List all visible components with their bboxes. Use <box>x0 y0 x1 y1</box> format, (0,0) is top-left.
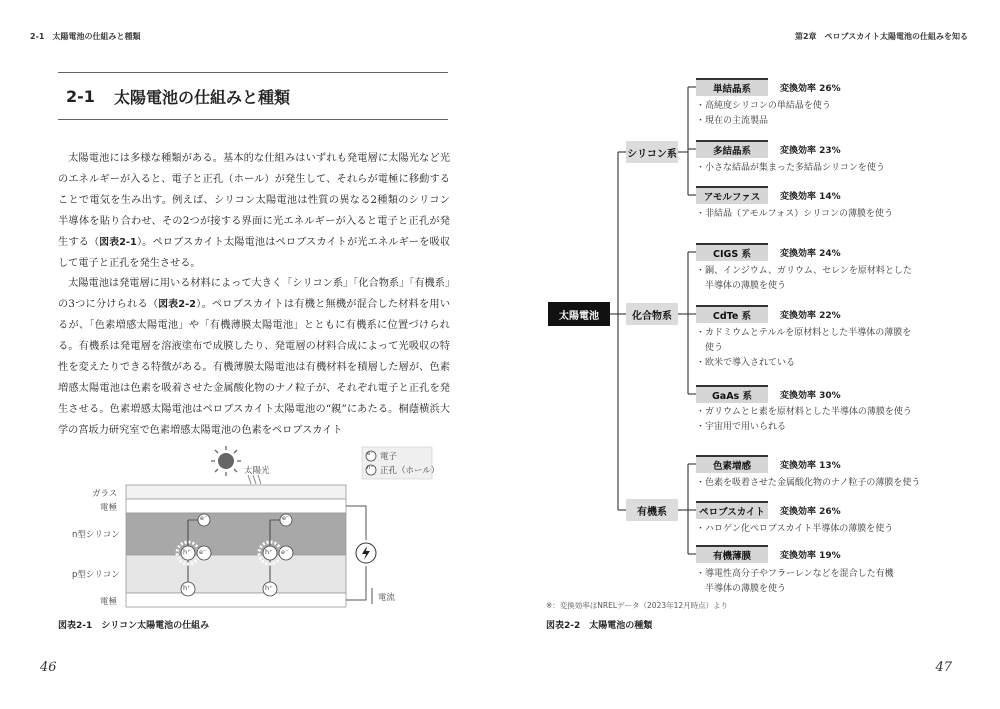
type-perovskite: ペロブスカイト <box>696 501 768 519</box>
glass-layer <box>126 485 346 499</box>
hole-symbol: h⁺ <box>265 584 273 592</box>
layer-label-p-type: p型シリコン <box>72 570 120 580</box>
desc-dye-sensitized-1: ・色素を吸着させた金属酸化物のナノ粒子の薄膜を使う <box>696 478 921 488</box>
electron-symbol: e⁻ <box>200 514 208 522</box>
paragraph-text: ）。ペロブスカイト太陽電池はペロブスカイトが光エネルギーを吸収して電子と正孔を発生させる。 <box>58 236 451 269</box>
tree-root-solar-cell: 太陽電池 <box>548 302 610 326</box>
sunlight-label: 太陽光 <box>244 466 270 476</box>
page-number-left: 46 <box>40 660 57 675</box>
hole-symbol: h⁺ <box>183 584 191 592</box>
type-gaas: GaAs 系 <box>696 385 768 403</box>
efficiency-monocrystalline: 変換効率 26% <box>780 84 841 94</box>
section-number: 2-1 <box>66 86 95 106</box>
type-dye-sensitized: 色素増感 <box>696 455 768 473</box>
efficiency-organic-thin-film: 変換効率 19% <box>780 551 841 561</box>
hole-symbol: h⁺ <box>265 548 273 556</box>
type-polycrystalline: 多結晶系 <box>696 140 768 158</box>
electrode-top-layer <box>126 499 346 513</box>
page-number-right: 47 <box>935 660 952 675</box>
type-amorphous: アモルファス <box>696 186 768 204</box>
desc-cdte-2: 使う <box>696 343 724 353</box>
running-header-right: 第2章 ペロブスカイト太陽電池の仕組みを知る <box>794 32 968 41</box>
electrode-bottom-layer <box>126 593 346 607</box>
type-cdte: CdTe 系 <box>696 305 768 323</box>
efficiency-cdte: 変換効率 22% <box>780 311 841 321</box>
efficiency-perovskite: 変換効率 26% <box>780 507 841 517</box>
desc-monocrystalline-1: ・高純度シリコンの単結晶を使う <box>696 101 831 111</box>
figure-reference: 図表2-2 <box>158 299 196 311</box>
desc-cdte-1: ・カドミウムとテルルを原材料とした半導体の薄膜を <box>696 328 912 338</box>
figure2-caption: 図表2-2 太陽電池の種類 <box>546 621 653 631</box>
desc-polycrystalline-1: ・小さな結晶が集まった多結晶シリコンを使う <box>696 163 885 173</box>
category-silicon: シリコン系 <box>626 141 678 163</box>
desc-amorphous-1: ・非結晶（アモルフォス）シリコンの薄膜を使う <box>696 209 894 219</box>
efficiency-polycrystalline: 変換効率 23% <box>780 146 841 156</box>
legend-electron-label: 電子 <box>380 452 398 462</box>
desc-perovskite-1: ・ハロゲン化ペロブスカイト半導体の薄膜を使う <box>696 524 894 534</box>
type-monocrystalline: 単結晶系 <box>696 78 768 96</box>
desc-gaas-1: ・ガリウムとヒ素を原材料とした半導体の薄膜を使う <box>696 407 912 417</box>
efficiency-note: ※：変換効率はNRELデータ（2023年12月時点）より <box>546 601 729 610</box>
legend-hole-symbol: h⁺ <box>367 465 374 471</box>
figure-reference: 図表2-1 <box>99 236 137 248</box>
hole-symbol: h⁺ <box>183 548 191 556</box>
paragraph-text: 太陽電池は発電層に用いる材料によって大きく「シリコン系」「化合物系」「有機系」の3つに分けられる（ <box>58 278 450 311</box>
electron-symbol: e⁻ <box>282 514 290 522</box>
current-label: 電流 <box>378 593 396 603</box>
right-page <box>500 0 1000 709</box>
running-header-left: 2-1 太陽電池の仕組みと種類 <box>30 32 141 41</box>
type-organic-thin-film: 有機薄膜 <box>696 545 768 563</box>
category-compound: 化合物系 <box>626 303 678 325</box>
desc-gaas-2: ・宇宙用で用いられる <box>696 422 787 432</box>
circuit-wire <box>346 566 366 600</box>
efficiency-gaas: 変換効率 30% <box>780 391 841 401</box>
category-organic: 有機系 <box>626 499 678 521</box>
layer-label-glass: ガラス <box>92 489 118 499</box>
desc-cigs-1: ・銅、インジウム、ガリウム、セレンを原材料とした <box>696 266 912 276</box>
desc-cdte-3: ・欧米で導入されている <box>696 358 796 368</box>
lightbulb-icon <box>356 543 376 563</box>
efficiency-cigs: 変換効率 24% <box>780 249 841 259</box>
efficiency-dye-sensitized: 変換効率 13% <box>780 461 841 471</box>
type-cigs: CIGS 系 <box>696 243 768 261</box>
desc-cigs-2: 半導体の薄膜を使う <box>696 281 787 291</box>
p-type-layer <box>126 555 346 593</box>
efficiency-amorphous: 変換効率 14% <box>780 192 841 202</box>
desc-organic-thin-film-1: ・導電性高分子やフラーレンなどを混合した有機 <box>696 569 894 579</box>
desc-organic-thin-film-2: 半導体の薄膜を使う <box>696 584 787 594</box>
layer-label-electrode-bottom: 電極 <box>100 597 118 607</box>
desc-monocrystalline-2: ・現在の主流製品 <box>696 116 769 126</box>
section-title: 太陽電池の仕組みと種類 <box>114 87 291 107</box>
electron-symbol: e⁻ <box>281 548 289 556</box>
layer-label-n-type: n型シリコン <box>72 530 120 540</box>
electron-symbol: e⁻ <box>199 548 207 556</box>
paragraph-text: ）。ペロブスカイトは有機と無機が混合した材料を用いるが、「色素増感太陽電池」や「有機薄膜太陽電池」とともに有機系に位置づけられる。有機系は発電層を溶液塗布で成膜したり、発電層の材料合成によって光吸収の特性を変えたりできる特徴がある。有機薄膜太陽電池は有機材料を積層した層が、色素増感太陽電池は色素を吸着させた金属酸化物のナノ粒子が、それぞれ電子と正孔を発生させる。色素増感太陽電池はペロブスカイト太陽電池の“親”にあたる。桐蔭横浜大学の宮坂力研究室で色素増感太陽電池の色素をペロブスカイト <box>58 299 451 436</box>
legend-hole-label: 正孔（ホール） <box>380 466 440 476</box>
paragraph-text: 太陽電池には多様な種類がある。基本的な仕組みはいずれも発電層に太陽光など光のエネルギーが入ると、電子と正孔（ホール）が発生して、それらが電極に移動することで電気を生み出す。例えば、シリコン太陽電池は性質の異なる2種類のシリコン半導体を貼り合わせ、その2つが接する界面に光エネルギーが入ると電子と正孔が発生する（ <box>58 153 450 248</box>
layer-label-electrode-top: 電極 <box>100 503 118 513</box>
circuit-wire <box>346 506 366 540</box>
legend-electron-symbol: e⁻ <box>367 451 374 457</box>
n-type-layer <box>126 513 346 555</box>
figure1-caption: 図表2-1 シリコン太陽電池の仕組み <box>58 621 210 631</box>
